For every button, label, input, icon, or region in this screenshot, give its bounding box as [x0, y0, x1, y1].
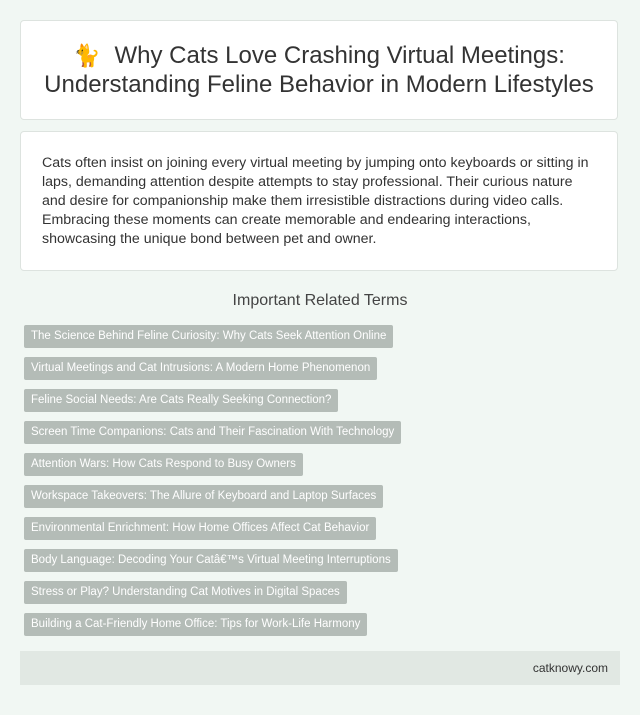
cat-icon: 🐈	[73, 43, 101, 68]
title-card	[20, 20, 618, 120]
related-term[interactable]: Attention Wars: How Cats Respond to Busy Owners	[24, 453, 303, 476]
related-term[interactable]: Virtual Meetings and Cat Intrusions: A Modern Home Phenomenon	[24, 357, 377, 380]
related-term[interactable]: Workspace Takeovers: The Allure of Keyboard and Laptop Surfaces	[24, 485, 383, 508]
related-terms-heading: Important Related Terms	[232, 292, 408, 309]
related-term[interactable]: Building a Cat-Friendly Home Office: Tips for Work-Life Harmony	[24, 613, 367, 636]
related-term[interactable]: Stress or Play? Understanding Cat Motives in Digital Spaces	[24, 581, 347, 604]
page-title-text: Why Cats Love Crashing Virtual Meetings: Understanding Feline Behavior in Modern Lifestyles	[44, 42, 594, 98]
footer-site-name[interactable]: catknowy.com	[532, 661, 608, 675]
page-title	[21, 41, 617, 99]
related-terms-list	[24, 325, 620, 645]
summary-text: Cats often insist on joining every virtual meeting by jumping onto keyboards or sitting in laps, demanding attention despite attempts to stay professional. Their curious nature and desire for companionship make them irresistible distractions during video calls. Embracing these moments can create memorable and endearing interactions, showcasing the unique bond between pet and owner.	[42, 155, 589, 247]
related-term[interactable]: The Science Behind Feline Curiosity: Why Cats Seek Attention Online	[24, 325, 393, 348]
related-term[interactable]: Feline Social Needs: Are Cats Really Seeking Connection?	[24, 389, 338, 412]
related-term[interactable]: Body Language: Decoding Your Catâ€™s Virtual Meeting Interruptions	[24, 549, 398, 572]
summary-card	[20, 131, 618, 271]
footer	[20, 651, 620, 685]
related-term[interactable]: Screen Time Companions: Cats and Their Fascination With Technology	[24, 421, 401, 444]
related-term[interactable]: Environmental Enrichment: How Home Offices Affect Cat Behavior	[24, 517, 376, 540]
